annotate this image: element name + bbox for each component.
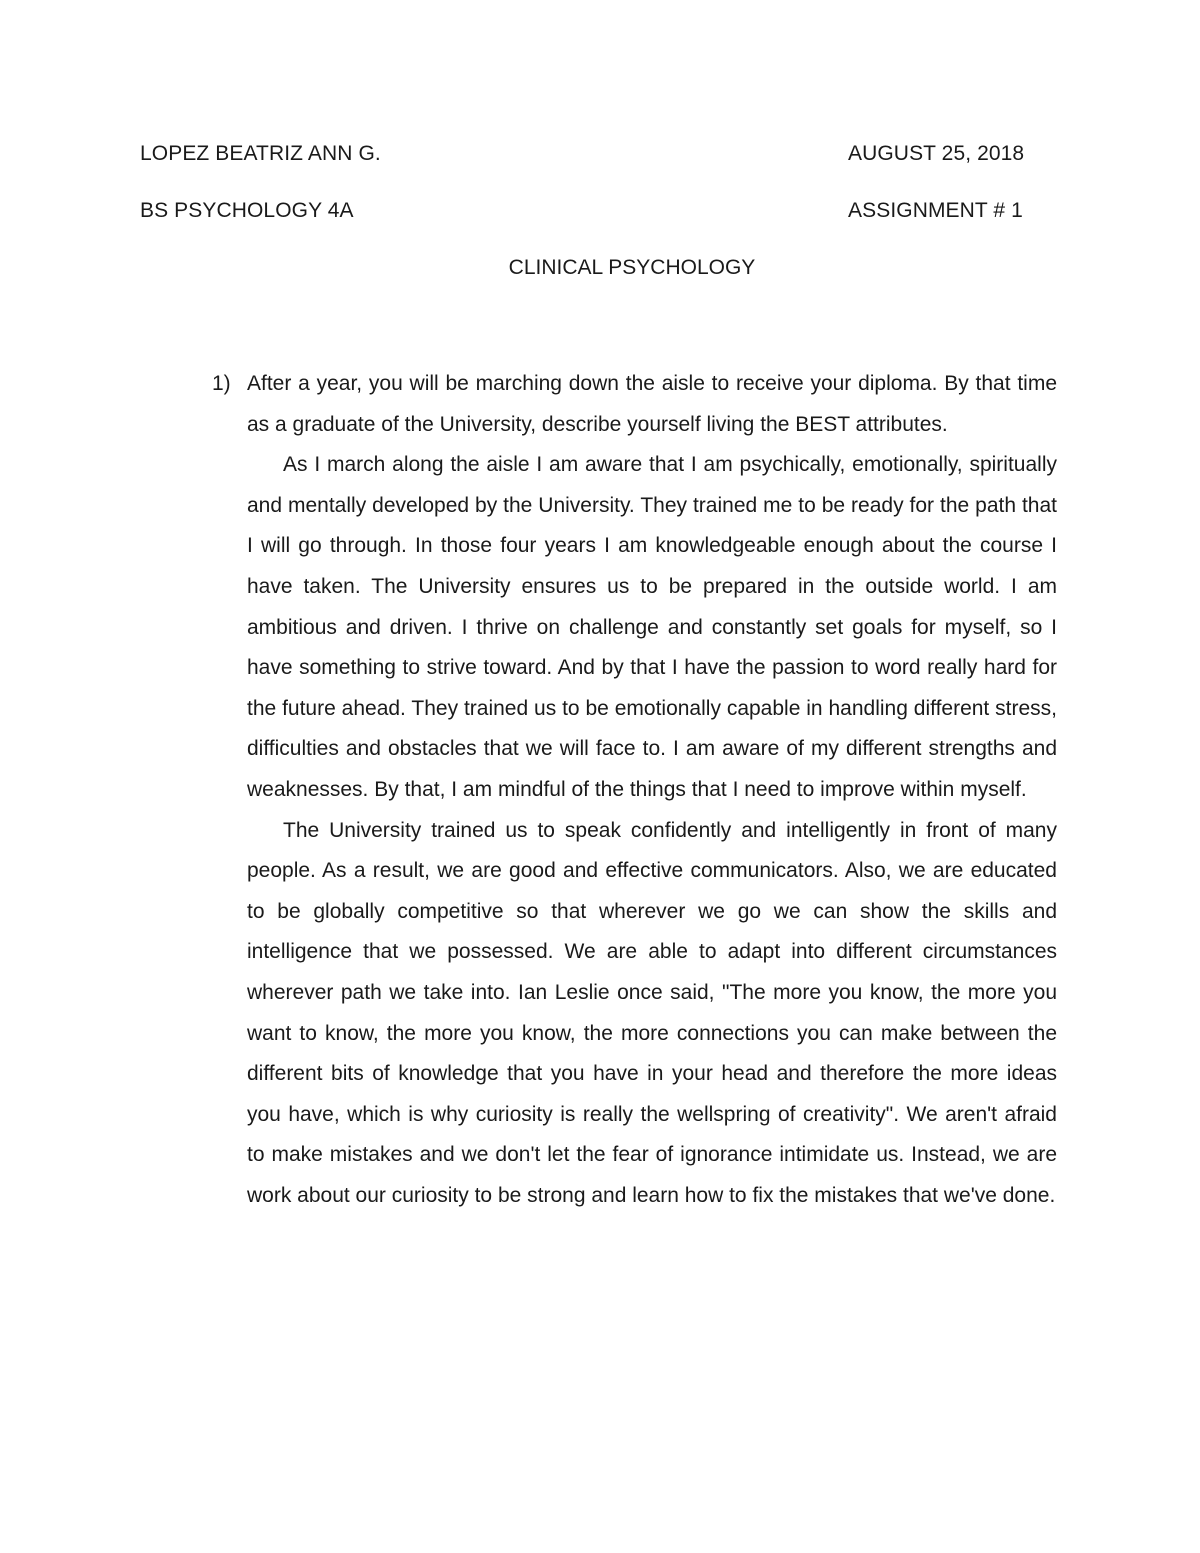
course-section: BS PSYCHOLOGY 4A — [140, 199, 354, 222]
question-number: 1) — [212, 372, 231, 395]
answer-paragraph-1: As I march along the aisle I am aware that I am psychically, emotionally, spiritually and mentally developed by the University. They trained me to be ready for the path that I will go through. In those four years I am knowledgeable enough about the course I have taken. The University ensures us to be prepared in the outside world. I am ambitious and driven. I thrive on challenge and constantly set goals for myself, so I have something to strive toward. And by that I have the passion to word really hard for the future ahead. They trained us to be emotionally capable in handling different stress, difficulties and obstacles that we will face to. I am aware of my different strengths and weaknesses. By that, I am mindful of the things that I need to improve within myself. — [247, 453, 1057, 801]
header-row-1 — [140, 142, 1045, 166]
assignment-number: ASSIGNMENT # 1 — [848, 199, 1023, 222]
question-item — [212, 364, 1057, 445]
document-body — [212, 364, 1057, 1216]
document-title: CLINICAL PSYCHOLOGY — [508, 256, 756, 279]
student-name: LOPEZ BEATRIZ ANN G. — [140, 142, 381, 165]
answer-paragraph-2: The University trained us to speak confidently and intelligently in front of many people. As a result, we are good and effective communicators. Also, we are educated to be globally competitive so that wherever we go we can show the skills and intelligence that we possessed. We are able to adapt into different circumstances wherever path we take into. Ian Leslie once said, "The more you know, the more you want to know, the more you know, the more connections you can make between the different bits of knowledge that you have in your head and therefore the more ideas you have, which is why curiosity is really the wellspring of creativity". We aren't afraid to make mistakes and we don't let the fear of ignorance intimidate us. Instead, we are work about our curiosity to be strong and learn how to fix the mistakes that we've done. — [247, 818, 1057, 1207]
question-text: After a year, you will be marching down the aisle to receive your diploma. By that time as a graduate of the University, describe yourself living the BEST attributes. — [247, 372, 1057, 436]
submission-date: AUGUST 25, 2018 — [848, 142, 1025, 165]
header-row-2 — [140, 199, 1045, 223]
